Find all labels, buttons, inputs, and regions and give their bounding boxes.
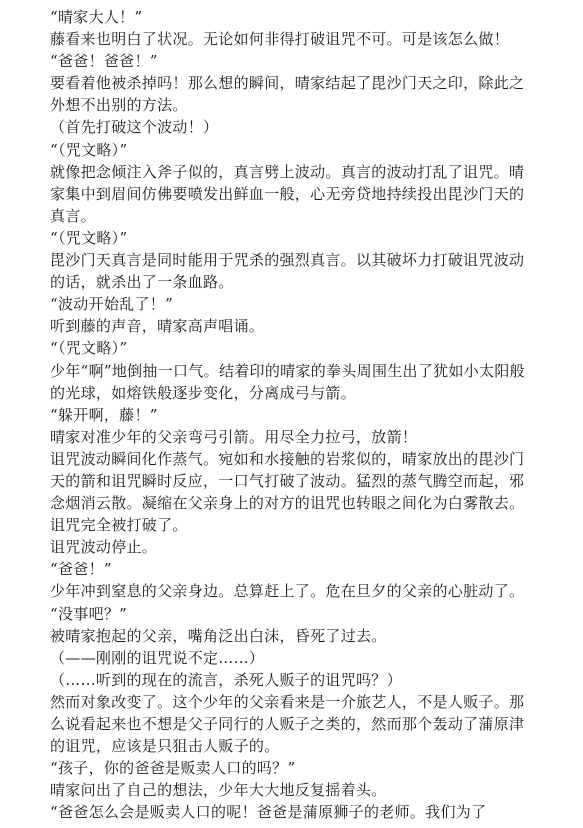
paragraph: “躲开啊，藤！” bbox=[50, 405, 158, 424]
paragraph: 然而对象改变了。这个少年的父亲看来是一介旅艺人，不是人贩子。那么说看起来也不想是父子同行的人贩子之类的，然而那个轰动了蒲原津的诅咒，应该是只狙击人贩子的。 bbox=[50, 692, 525, 756]
paragraph: 少年“啊”地倒抽一口气。结着印的晴家的拳头周围生出了犹如小太阳般的光球，如熔铁般逐步变化，分离成弓与箭。 bbox=[50, 361, 525, 402]
paragraph: 晴家问出了自己的想法，少年大大地反复摇着头。 bbox=[50, 781, 387, 800]
paragraph: 诅咒波动停止。 bbox=[50, 538, 158, 557]
paragraph: 藤看来也明白了状况。无论如何非得打破诅咒不可。可是该怎么做！ bbox=[50, 30, 510, 49]
paragraph: “波动开始乱了！” bbox=[50, 295, 174, 314]
paragraph: 诅咒完全被打破了。 bbox=[50, 516, 188, 535]
paragraph: “（咒文略）” bbox=[50, 339, 128, 358]
paragraph: （——刚刚的诅咒说不定……） bbox=[50, 648, 265, 667]
paragraph: “爸爸！爸爸！” bbox=[50, 52, 158, 71]
paragraph: （……听到的现在的流言，杀死人贩子的诅咒吗？） bbox=[50, 670, 402, 689]
paragraph: “没事吧？” bbox=[50, 604, 128, 623]
paragraph: 要看着他被杀掉吗！那么想的瞬间，晴家结起了毘沙门天之印，除此之外想不出别的方法。 bbox=[50, 74, 525, 115]
paragraph: 毘沙门天真言是同时能用于咒杀的强烈真言。以其破坏力打破诅咒波动的话，就杀出了一条血路。 bbox=[50, 251, 525, 292]
paragraph: “孩子，你的爸爸是贩卖人口的吗？” bbox=[50, 759, 296, 778]
paragraph: “（咒文略）” bbox=[50, 228, 128, 247]
paragraph: 被晴家抱起的父亲，嘴角泛出白沫，昏死了过去。 bbox=[50, 626, 387, 645]
paragraph: “晴家大人！” bbox=[50, 8, 143, 26]
paragraph: “爸爸怎么会是贩卖人口的呢！爸爸是蒲原狮子的老师。我们为了 bbox=[50, 803, 487, 822]
paragraph: “爸爸！” bbox=[50, 560, 112, 579]
paragraph: 听到藤的声音，晴家高声唱诵。 bbox=[50, 317, 265, 336]
paragraph: 诅咒波动瞬间化作蒸气。宛如和水接触的岩浆似的，晴家放出的毘沙门天的箭和诅咒瞬时反应，一口气打破了波动。猛烈的蒸气腾空而起，邪念烟消云散。凝缩在父亲身上的对方的诅咒也转眼之间化为白雾散去。 bbox=[50, 449, 525, 513]
paragraph: 晴家对准少年的父亲弯弓引箭。用尽全力拉弓，放箭！ bbox=[50, 427, 418, 446]
paragraph: “（咒文略）” bbox=[50, 140, 128, 159]
paragraph: 就像把念倾注入斧子似的，真言劈上波动。真言的波动打乱了诅咒。晴家集中到眉间仿佛要喷发出鲜血一般，心无旁贷地持续投出毘沙门天的真言。 bbox=[50, 162, 525, 225]
paragraph: 少年冲到窒息的父亲身边。总算赶上了。危在旦夕的父亲的心脏动了。 bbox=[50, 582, 525, 601]
paragraph: （首先打破这个波动！） bbox=[50, 118, 219, 137]
